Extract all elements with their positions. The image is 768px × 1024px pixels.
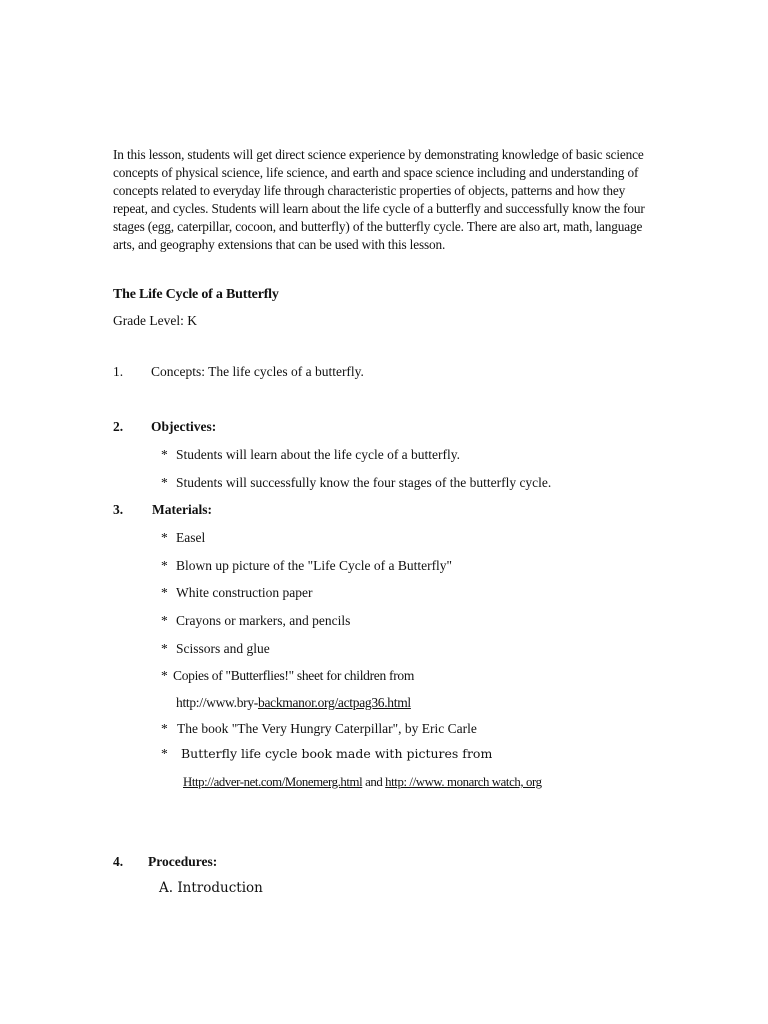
objectives-number: 2. xyxy=(113,419,124,434)
bullet-star: * xyxy=(161,668,168,683)
list-item: * White construction paper xyxy=(161,585,313,600)
materials-heading: Materials: xyxy=(152,502,212,517)
materials-number: 3. xyxy=(113,502,124,517)
monarch-watch-link[interactable]: http: //www. monarch watch, org xyxy=(385,775,542,789)
grade-level: Grade Level: K xyxy=(113,313,197,328)
bullet-star: * xyxy=(161,746,168,761)
list-item: * Blown up picture of the "Life Cycle of a Butterfly" xyxy=(161,558,453,573)
pictures-links-line xyxy=(183,774,542,790)
procedures-heading: Procedures: xyxy=(148,854,218,869)
url-line: http://www.bry-backmanor.org/actpag36.html xyxy=(176,695,411,710)
list-item: * Scissors and glue xyxy=(161,641,270,656)
backmanor-link[interactable]: backmanor.org/actpag36.html xyxy=(258,695,411,710)
bullet-star: * xyxy=(161,558,168,573)
list-item: * Students will learn about the life cycle of a butterfly. xyxy=(161,447,461,462)
list-item: * Easel xyxy=(161,530,206,545)
bullet-star: * xyxy=(161,530,168,545)
procedures-introduction: A. Introduction xyxy=(159,880,263,896)
link-joiner: and xyxy=(365,775,383,789)
bullet-star: * xyxy=(161,613,168,628)
objectives-heading: Objectives: xyxy=(151,419,217,434)
concepts-text: Concepts: The life cycles of a butterfly. xyxy=(151,364,364,379)
adver-net-link[interactable]: Http://adver-net.com/Monemerg.html xyxy=(183,775,363,789)
bullet-star: * xyxy=(161,585,168,600)
procedures-number: 4. xyxy=(113,854,124,869)
list-item: * The book "The Very Hungry Caterpillar", by Eric Carle xyxy=(161,721,477,736)
intro-paragraph: In this lesson, students will get direct science experience by demonstrating knowledge of basic science concepts of physical science, life science, and earth and space science including and understanding of concepts related to everyday life through characteristic properties of objects, patterns and how they repeat, and cycles. Students will learn about the life cycle of a butterfly and successfully know the four stages (egg, caterpillar, cocoon, and butterfly) of the butterfly cycle. There are also art, math, language arts, and geography extensions that can be used with this lesson. xyxy=(113,147,645,252)
bullet-star: * xyxy=(161,475,168,490)
bullet-star: * xyxy=(161,641,168,656)
bullet-star: * xyxy=(161,447,168,462)
bullet-star: * xyxy=(161,721,168,736)
list-item: * Copies of "Butterflies!" sheet for children from xyxy=(161,668,415,683)
concepts-number: 1. xyxy=(113,364,124,379)
list-item: * Students will successfully know the four stages of the butterfly cycle. xyxy=(161,475,552,490)
list-item: * Crayons or markers, and pencils xyxy=(161,613,351,628)
list-item: * Butterfly life cycle book made with pictures from xyxy=(161,746,493,761)
lesson-title: The Life Cycle of a Butterfly xyxy=(113,287,279,302)
